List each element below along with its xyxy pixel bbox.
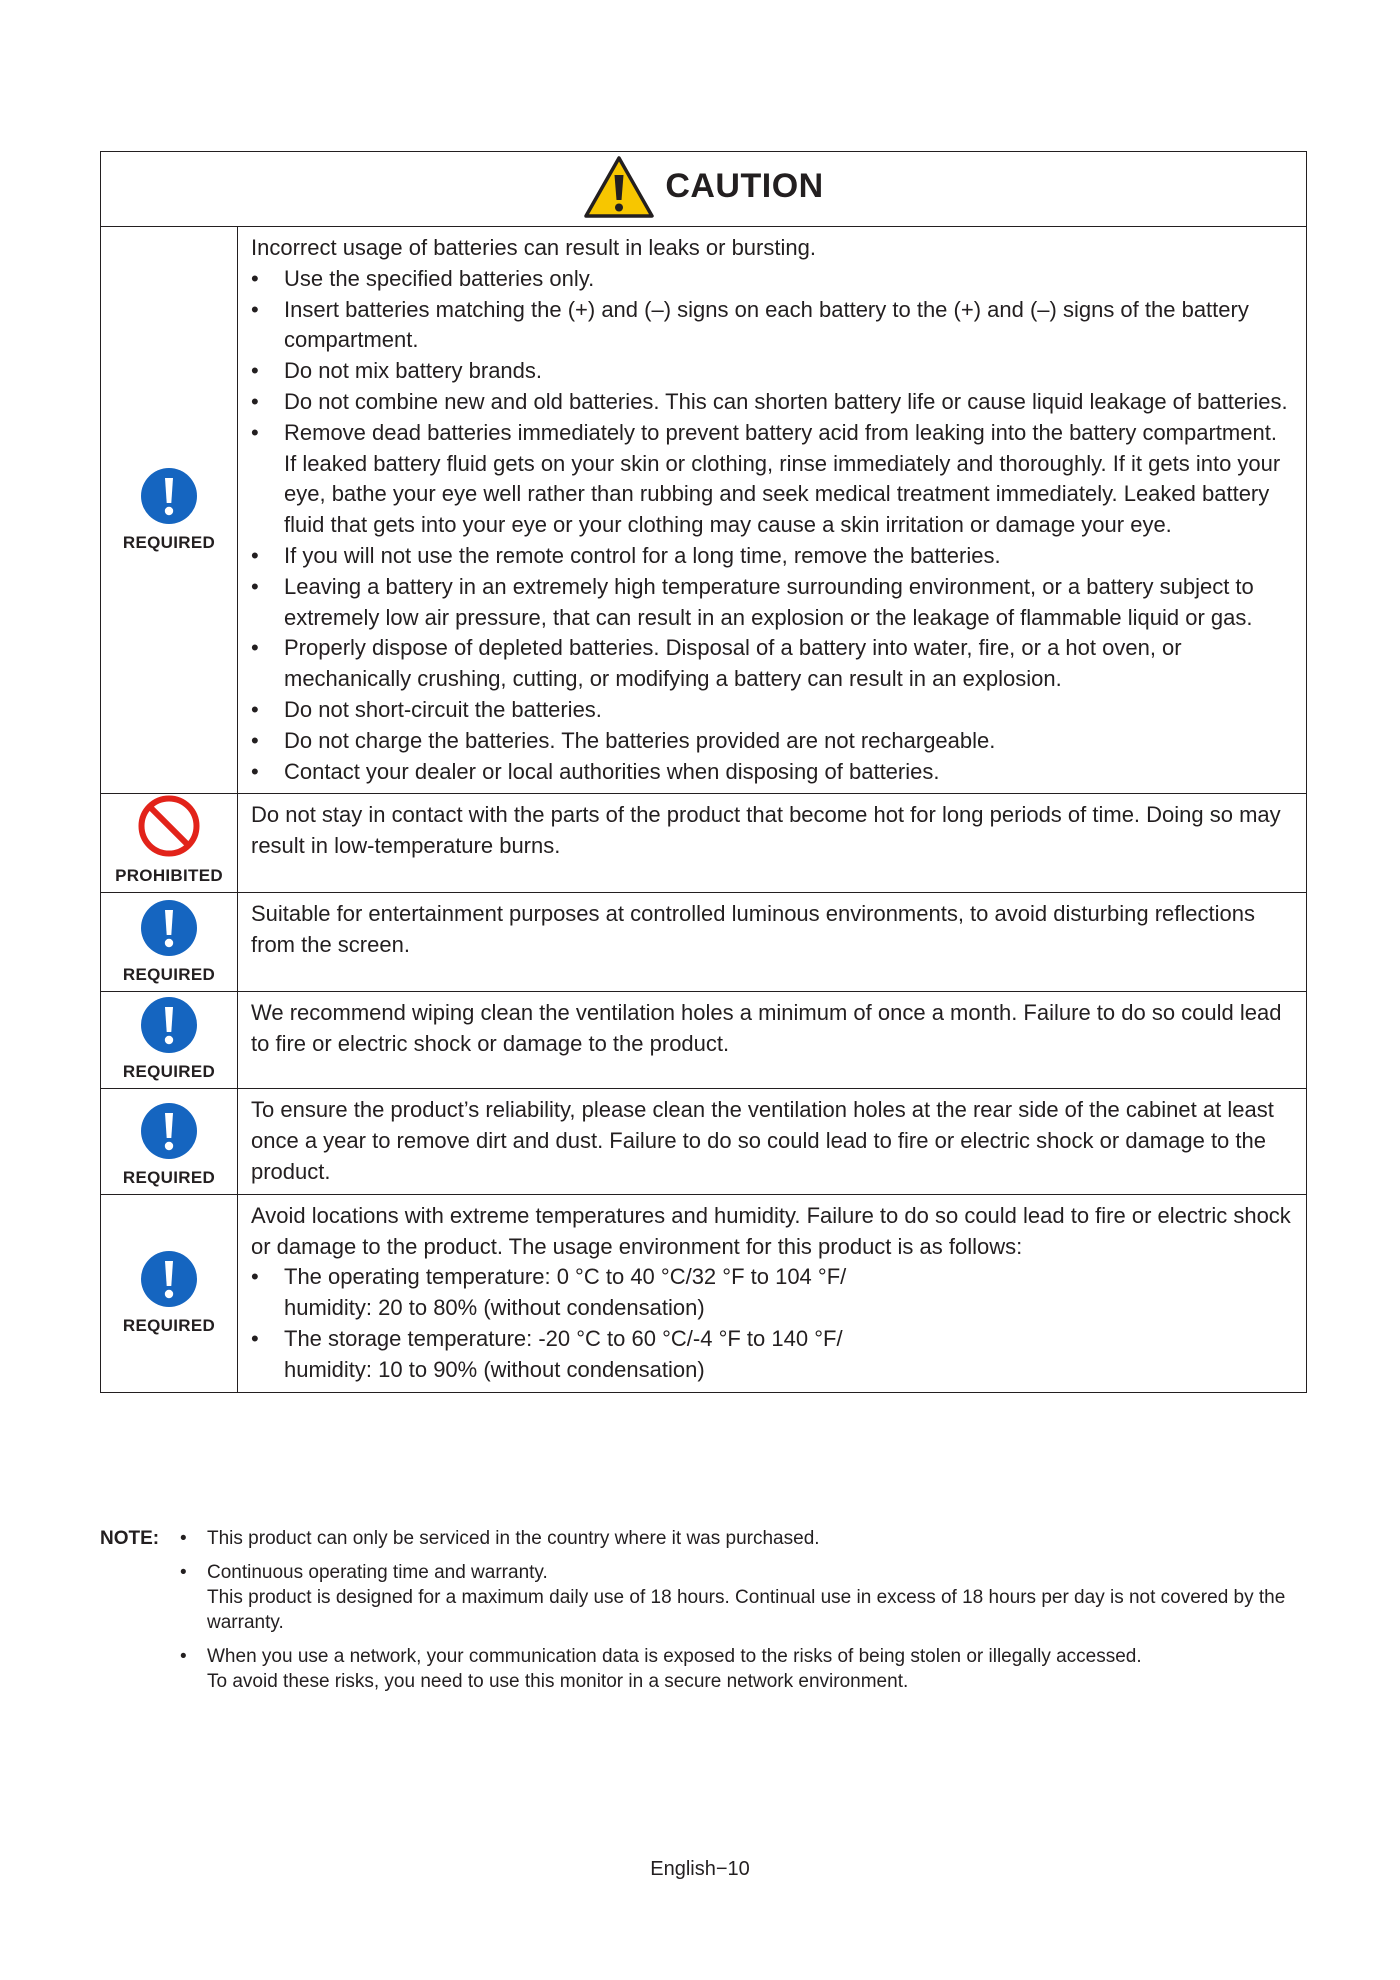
required-label: REQUIRED	[122, 533, 216, 553]
required-icon-cell	[101, 1194, 238, 1392]
list-item: • Insert batteries matching the (+) and (–) signs on each battery to the (+) and (–) signs of the battery compartment.	[251, 295, 1294, 357]
list-item: • Leaving a battery in an extremely high temperature surrounding environment, or a battery subject to extremely low air pressure, that can result in an explosion or the leakage of flammable liquid or gas.	[251, 572, 1294, 634]
caution-row-environment	[101, 1194, 1307, 1392]
required-label: REQUIRED	[122, 1316, 216, 1336]
list-item	[251, 1324, 1294, 1386]
environment-text	[238, 1194, 1307, 1392]
caution-header-row	[101, 152, 1307, 227]
list-item: • Contact your dealer or local authorities when disposing of batteries.	[251, 757, 1294, 788]
note-label: NOTE:	[100, 1528, 160, 1549]
exclamation-circle-icon	[140, 996, 198, 1054]
required-icon-cell	[101, 893, 238, 992]
operating-humidity: humidity: 20 to 80% (without condensation)	[284, 1295, 705, 1321]
note-list	[100, 1526, 1306, 1694]
caution-table	[100, 151, 1307, 1393]
batteries-intro: Incorrect usage of batteries can result in leaks or bursting.	[251, 235, 816, 260]
required-label: REQUIRED	[122, 1167, 216, 1187]
list-item: • Properly dispose of depleted batteries. Disposal of a battery into water, fire, or a hot oven, or mechanically crushing, cutting, or modifying a battery can result in an explosion.	[251, 633, 1294, 695]
luminous-paragraph: Suitable for entertainment purposes at controlled luminous environments, to avoid disturbing reflections from the screen.	[251, 901, 1255, 958]
caution-row-ventilation-yearly	[101, 1089, 1307, 1194]
leak-note: If leaked battery fluid gets on your skin or clothing, rinse immediately and thoroughly. If it gets into your eye, bathe your eye well rather than rubbing and seek medical treatment immediately. Leaked battery fluid that gets into your eye or your clothing may cause a skin irritation or damage your eye.	[284, 450, 1281, 538]
ventilation-yearly-text	[238, 1089, 1307, 1194]
note-item-detail: To avoid these risks, you need to use this monitor in a secure network environment.	[207, 1671, 909, 1692]
list-item	[251, 1262, 1294, 1324]
list-item: • If you will not use the remote control for a long time, remove the batteries.	[251, 541, 1294, 572]
caution-title: CAUTION	[665, 167, 824, 205]
batteries-text	[238, 227, 1307, 794]
required-icon-cell	[101, 227, 238, 794]
note-item-text: This product can only be serviced in the country where it was purchased.	[207, 1528, 820, 1549]
environment-intro: Avoid locations with extreme temperatures and humidity. Failure to do so could lead to fire or electric shock or damage to the product. The usage environment for this product is as follows:	[251, 1202, 1291, 1259]
list-item: • Do not mix battery brands.	[251, 356, 1294, 387]
hot-parts-text	[238, 794, 1307, 893]
environment-bullet-list	[251, 1262, 1294, 1385]
exclamation-circle-icon	[140, 467, 198, 525]
storage-temperature: The storage temperature: -20 °C to 60 °C/-4 °F to 140 °F/	[284, 1325, 843, 1351]
ventilation-monthly-paragraph: We recommend wiping clean the ventilation holes a minimum of once a month. Failure to do so could lead to fire or electric shock or damage to the product.	[251, 1000, 1282, 1057]
list-item	[251, 418, 1294, 541]
list-item-text: Remove dead batteries immediately to prevent battery acid from leaking into the battery compartment.	[284, 419, 1277, 445]
ventilation-monthly-text	[238, 992, 1307, 1089]
exclamation-circle-icon	[140, 1102, 198, 1160]
prohibited-icon	[137, 794, 201, 858]
note-item-detail: This product is designed for a maximum daily use of 18 hours. Continual use in excess of 18 hours per day is not covered by the warranty.	[207, 1587, 1286, 1633]
list-item: • Use the specified batteries only.	[251, 264, 1294, 295]
exclamation-circle-icon	[140, 899, 198, 957]
required-label: REQUIRED	[122, 1062, 216, 1082]
required-icon-cell	[101, 992, 238, 1089]
exclamation-circle-icon	[140, 1250, 198, 1308]
caution-row-ventilation-monthly	[101, 992, 1307, 1089]
caution-header	[101, 152, 1307, 227]
ventilation-yearly-paragraph: To ensure the product’s reliability, please clean the ventilation holes at the rear side of the cabinet at least once a year to remove dirt and dust. Failure to do so could lead to fire or electric shock or damage to the product.	[251, 1097, 1274, 1184]
caution-row-luminous	[101, 893, 1307, 992]
hot-parts-paragraph: Do not stay in contact with the parts of the product that become hot for long periods of time. Doing so may result in low-temperature burns.	[251, 802, 1281, 859]
note-block	[100, 1526, 1306, 1703]
note-item-text: When you use a network, your communication data is exposed to the risks of being stolen or illegally accessed.	[207, 1646, 1142, 1667]
prohibited-label: PROHIBITED	[115, 866, 223, 886]
note-item	[207, 1526, 1306, 1551]
luminous-text	[238, 893, 1307, 992]
list-item: • Do not combine new and old batteries. This can shorten battery life or cause liquid leakage of batteries.	[251, 387, 1294, 418]
storage-humidity: humidity: 10 to 90% (without condensation)	[284, 1356, 705, 1382]
list-item: • Do not charge the batteries. The batteries provided are not rechargeable.	[251, 726, 1294, 757]
caution-row-batteries	[101, 227, 1307, 794]
batteries-bullet-list	[251, 264, 1294, 788]
page-number: English−10	[650, 1858, 750, 1880]
required-icon-cell	[101, 1089, 238, 1194]
warning-triangle-icon	[583, 155, 655, 219]
caution-row-hot-parts	[101, 794, 1307, 893]
note-item	[207, 1560, 1306, 1635]
operating-temperature: The operating temperature: 0 °C to 40 °C/32 °F to 104 °F/	[284, 1264, 847, 1290]
prohibited-icon-cell	[101, 794, 238, 893]
note-item-text: Continuous operating time and warranty.	[207, 1562, 548, 1583]
list-item: • Do not short-circuit the batteries.	[251, 695, 1294, 726]
note-item	[207, 1644, 1306, 1694]
required-label: REQUIRED	[122, 965, 216, 985]
